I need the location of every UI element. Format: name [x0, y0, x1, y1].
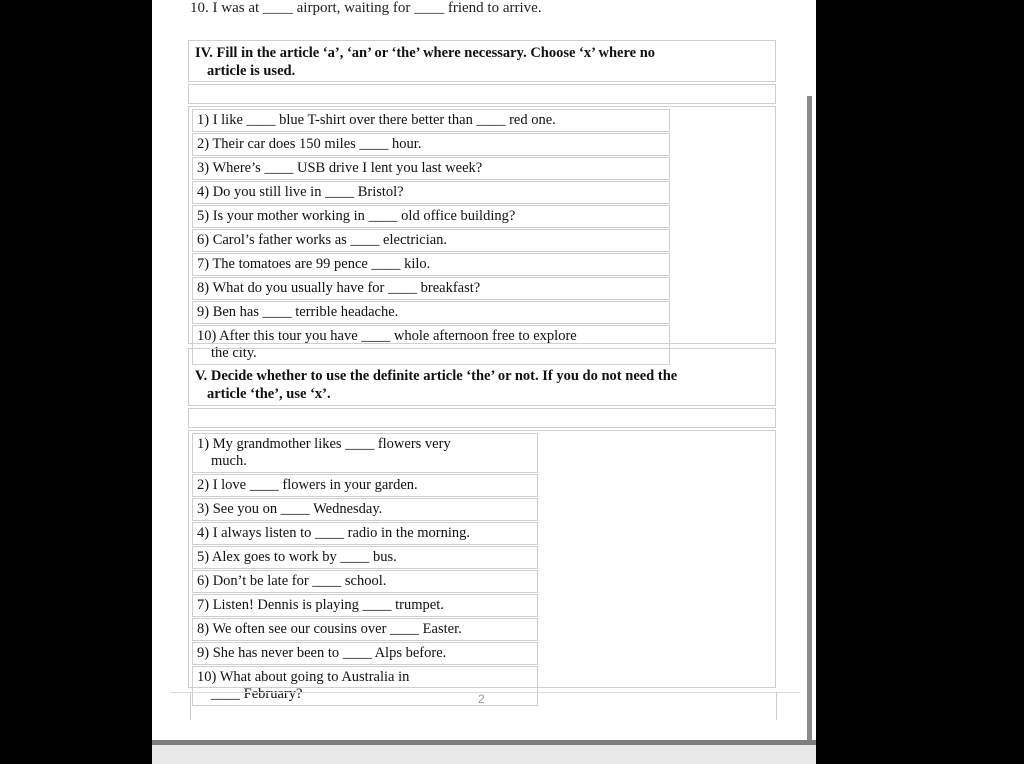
- item-text: 2) I love ____ flowers in your garden.: [197, 477, 418, 493]
- list-item: [192, 205, 670, 228]
- list-item: [192, 277, 670, 300]
- list-item: [192, 109, 670, 132]
- item-text: 5) Alex goes to work by ____ bus.: [197, 549, 397, 565]
- item-text: 1) I like ____ blue T-shirt over there better than ____ red one.: [197, 112, 556, 128]
- item-text-continued: the city.: [211, 345, 257, 361]
- page-number: 2: [478, 692, 485, 706]
- list-item: [192, 157, 670, 180]
- section-4-spacer: [188, 84, 776, 104]
- section-5-spacer: [188, 408, 776, 428]
- section-4-heading-line2: article is used.: [207, 63, 296, 79]
- bottom-toolbar: [152, 740, 816, 764]
- section-4-rows: [192, 109, 670, 366]
- item-text: 5) Is your mother working in ____ old office building?: [197, 208, 516, 224]
- item-text: 6) Don’t be late for ____ school.: [197, 573, 387, 589]
- list-item: [192, 229, 670, 252]
- section-5-heading-line2: article ‘the’, use ‘x’.: [207, 386, 331, 402]
- list-item: [192, 498, 538, 521]
- item-text: 4) Do you still live in ____ Bristol?: [197, 184, 404, 200]
- section-4-table: [188, 106, 776, 361]
- item-text: 10) After this tour you have ____ whole afternoon free to explore: [197, 328, 577, 344]
- item-text: 8) What do you usually have for ____ breakfast?: [197, 280, 481, 296]
- section-4-heading-line1: IV. Fill in the article ‘a’, ‘an’ or ‘the’ where necessary. Choose ‘x’ where no: [195, 45, 656, 61]
- list-item: [192, 253, 670, 276]
- item-text: 2) Their car does 150 miles ____ hour.: [197, 136, 422, 152]
- page-footer-right-edge: [776, 692, 777, 720]
- list-item: [192, 433, 538, 473]
- list-item: [192, 474, 538, 497]
- section-4-heading: [188, 40, 776, 82]
- list-item: [192, 570, 538, 593]
- list-item: [192, 594, 538, 617]
- item-text: 9) Ben has ____ terrible headache.: [197, 304, 399, 320]
- item-text: 9) She has never been to ____ Alps before.: [197, 645, 447, 661]
- list-item: [192, 301, 670, 324]
- item-text: 7) Listen! Dennis is playing ____ trumpet.: [197, 597, 444, 613]
- section-5-table: [188, 430, 776, 702]
- item-text-continued: ____ February?: [211, 686, 303, 702]
- item-text: 8) We often see our cousins over ____ Easter.: [197, 621, 462, 637]
- section-5-heading: [188, 348, 776, 406]
- item-text: 6) Carol’s father works as ____ electrician.: [197, 232, 448, 248]
- list-item: [192, 181, 670, 204]
- page-footer-frame: [170, 692, 800, 723]
- item-text: 3) See you on ____ Wednesday.: [197, 501, 383, 517]
- item-text: 1) My grandmother likes ____ flowers very: [197, 436, 451, 452]
- list-item: [192, 546, 538, 569]
- list-item: [192, 133, 670, 156]
- item-text: 10) What about going to Australia in: [197, 669, 410, 685]
- exercise-item-10: 10. I was at ____ airport, waiting for ____ friend to arrive.: [190, 0, 542, 16]
- list-item: [192, 618, 538, 641]
- list-item: [192, 522, 538, 545]
- item-text: 7) The tomatoes are 99 pence ____ kilo.: [197, 256, 431, 272]
- item-text: 3) Where’s ____ USB drive I lent you last week?: [197, 160, 483, 176]
- list-item: [192, 642, 538, 665]
- section-5-rows: [192, 433, 538, 707]
- page-footer-left-edge: [190, 692, 191, 720]
- section-5-heading-line1: V. Decide whether to use the definite article ‘the’ or not. If you do not need the: [195, 368, 678, 384]
- item-text: 4) I always listen to ____ radio in the morning.: [197, 525, 471, 541]
- vertical-scrollbar[interactable]: [807, 96, 812, 746]
- item-text-continued: much.: [211, 453, 247, 469]
